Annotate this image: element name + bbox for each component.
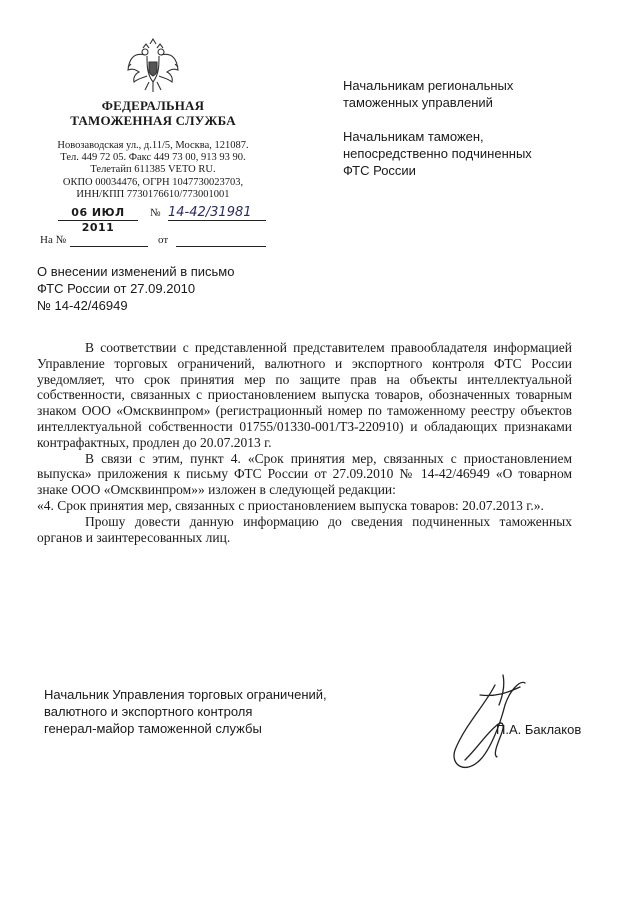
body-paragraph: Прошу довести данную информацию до сведения подчиненных таможенных органов и заинтересованных лиц.: [37, 513, 572, 545]
contact-line: Телетайп 611385 VETO RU.: [90, 164, 216, 176]
reference-date-label: от: [158, 234, 169, 246]
registration-date: 06 ИЮЛ 2011: [58, 205, 138, 221]
signatory-title-line: Начальник Управления торговых ограничений,: [44, 687, 327, 702]
registration-number: 14-42/31981: [168, 205, 266, 221]
agency-name-line2: ТАМОЖЕННАЯ СЛУЖБА: [70, 113, 236, 128]
registration-row: [40, 205, 266, 234]
subject-line: О внесении изменений в письмо: [37, 264, 235, 279]
double-headed-eagle-emblem-icon: [125, 38, 181, 96]
recipient: Начальникам региональных таможенных управлений: [343, 78, 514, 110]
signatory-title-line: валютного и экспортного контроля: [44, 704, 253, 719]
letter-body: [37, 340, 572, 545]
agency-name-line1: ФЕДЕРАЛЬНАЯ: [101, 98, 205, 113]
contact-line: ИНН/КПП 7730176610/773001001: [76, 188, 230, 200]
body-paragraph: В связи с этим, пункт 4. «Срок принятия мер, связанных с приостановлением выпуска» приложения к письму ФТС России от 27.09.2010 № 14-42/46949 «О товарном знаке ООО «Омсквинпром»» изложен в следующей редакции:: [37, 450, 572, 498]
reference-number-blank: [70, 246, 148, 247]
agency-contacts: [40, 140, 266, 201]
contact-line: Новозаводская ул., д.11/5, Москва, 121087.: [57, 140, 249, 151]
subject-block: [37, 263, 297, 314]
subject-line: № 14-42/46949: [37, 298, 128, 313]
signatory-title: [44, 686, 374, 737]
signatory-title-line: генерал-майор таможенной службы: [44, 721, 262, 736]
body-paragraph: В соответствии с представленной представителем правообладателя информацией Управление торговых ограничений, валютного и экспортного контроля ФТС России уведомляет, что срок принятия мер по защите прав на объекты интеллектуальной собственности, связанных с приостановлением выпуска товаров, обозначенных товарным знаком ООО «Омсквинпром» (регистрационный номер по таможенному реестру объектов интеллектуальной собственности 01755/01330-001/ТЗ-220910) и обладающих признаками контрафактных, продлен до 20.07.2013 г.: [37, 340, 572, 450]
reference-date-blank: [176, 246, 266, 247]
contact-line: Тел. 449 72 05. Факс 449 73 00, 913 93 90.: [60, 152, 246, 164]
body-paragraph: «4. Срок принятия мер, связанных с приостановлением выпуска товаров: 20.07.2013 г.».: [37, 497, 544, 513]
recipient: Начальникам таможен, непосредственно подчиненных ФТС России: [343, 129, 532, 178]
signatory-name: П.А. Баклаков: [496, 722, 582, 737]
reference-number-label: На №: [40, 234, 67, 246]
subject-line: ФТС России от 27.09.2010: [37, 281, 196, 296]
contact-line: ОКПО 00034476, ОГРН 1047730023703,: [62, 176, 244, 188]
recipients-block: [343, 77, 613, 196]
agency-name: [40, 98, 266, 128]
reference-row: [40, 234, 266, 250]
registration-number-label: №: [150, 207, 161, 219]
